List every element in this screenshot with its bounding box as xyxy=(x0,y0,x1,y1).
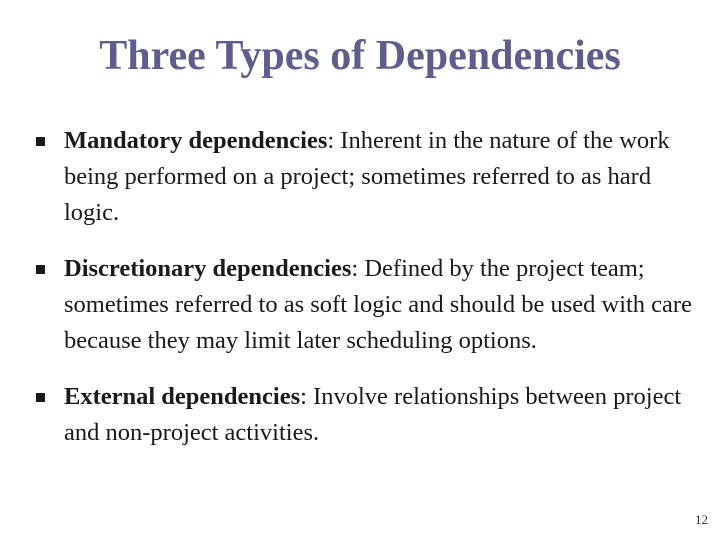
page-number: 12 xyxy=(695,512,708,527)
slide-title: Three Types of Dependencies xyxy=(99,33,621,79)
square-bullet-icon xyxy=(36,137,45,146)
bullet-item-mandatory xyxy=(36,123,696,231)
square-bullet-icon xyxy=(36,393,45,402)
definition-discretionary: : Defined by the project team; sometimes referred to as soft logic and should be used with care because they may limit later scheduling options. xyxy=(64,255,692,354)
term-discretionary: Discretionary dependencies xyxy=(64,255,352,282)
term-mandatory: Mandatory dependencies xyxy=(64,127,328,154)
definition-external: : Involve relationships between project and non-project activities. xyxy=(64,383,682,446)
bullet-item-discretionary xyxy=(36,251,696,359)
definition-mandatory: : Inherent in the nature of the work being performed on a project; sometimes referred to as hard logic. xyxy=(64,127,670,226)
term-external: External dependencies xyxy=(64,383,301,410)
bullet-item-external xyxy=(36,379,696,451)
square-bullet-icon xyxy=(36,265,45,274)
bullet-list xyxy=(36,123,696,471)
